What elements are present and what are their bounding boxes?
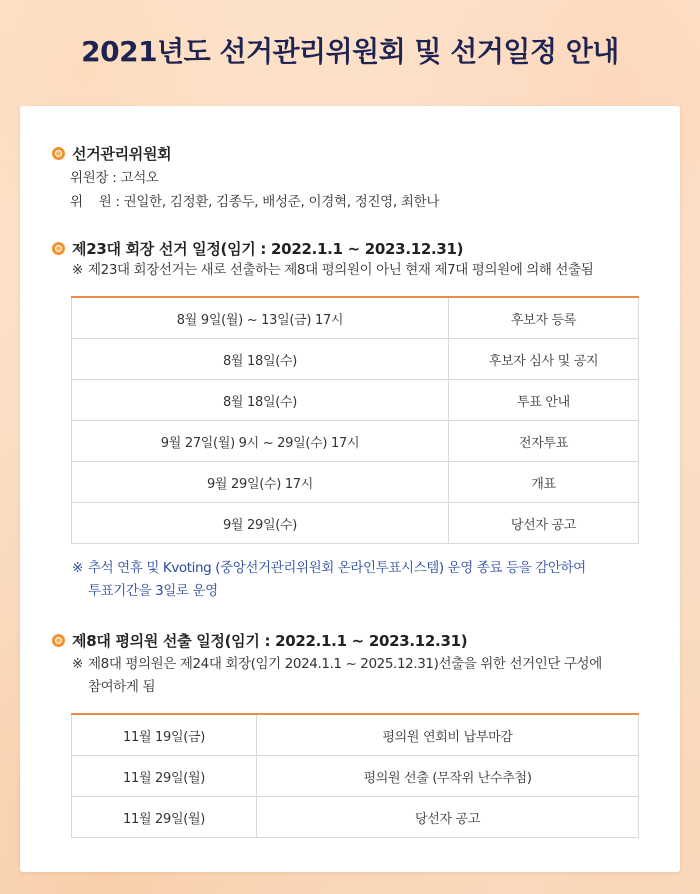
schedule-event-cell: 당선자 공고 xyxy=(257,797,639,838)
table-row xyxy=(72,714,639,756)
table-row xyxy=(72,756,639,797)
circle-bullet-icon xyxy=(52,242,65,255)
schedule-date-cell: 9월 29일(수) xyxy=(72,503,449,544)
schedule-event-cell: 후보자 심사 및 공지 xyxy=(448,339,638,380)
committee-members: 위 원 : 권일한, 김정환, 김종두, 배성준, 이경혁, 정진영, 최한나 xyxy=(70,194,440,210)
schedule-event-cell: 전자투표 xyxy=(448,421,638,462)
schedule-date-cell: 8월 18일(수) xyxy=(72,339,449,380)
president-schedule-table xyxy=(71,296,639,544)
schedule-date-cell: 8월 9일(월) ~ 13일(금) 17시 xyxy=(72,297,449,339)
president-election-section-head xyxy=(52,237,463,259)
schedule-event-cell: 후보자 등록 xyxy=(448,297,638,339)
schedule-event-cell: 당선자 공고 xyxy=(448,503,638,544)
table-row xyxy=(72,380,639,421)
schedule-event-cell: 평의원 연회비 납부마감 xyxy=(257,714,639,756)
table-row xyxy=(72,797,639,838)
schedule-event-cell: 투표 안내 xyxy=(448,380,638,421)
table-row xyxy=(72,339,639,380)
schedule-date-cell: 9월 27일(월) 9시 ~ 29일(수) 17시 xyxy=(72,421,449,462)
schedule-date-cell: 11월 29일(월) xyxy=(72,797,257,838)
president-election-footnote: ※ 추석 연휴 및 Kvoting (중앙선거관리위원회 온라인투표시스템) 운영 종료 등을 감안하여 투표기간을 3일로 운영 xyxy=(72,560,586,599)
circle-bullet-icon xyxy=(52,147,65,160)
schedule-date-cell: 11월 29일(월) xyxy=(72,756,257,797)
table-row xyxy=(72,503,639,544)
president-election-note: ※ 제23대 회장선거는 새로 선출하는 제8대 평의원이 아닌 현재 제7대 평의원에 의해 선출됨 xyxy=(72,262,594,278)
president-election-heading: 제23대 회장 선거 일정(임기 : 2022.1.1 ~ 2023.12.31) xyxy=(72,239,464,258)
table-row xyxy=(72,421,639,462)
council-election-section-head xyxy=(52,629,467,651)
committee-heading: 선거관리위원회 xyxy=(72,144,172,163)
table-row xyxy=(72,297,639,339)
circle-bullet-icon xyxy=(52,634,65,647)
schedule-event-cell: 개표 xyxy=(448,462,638,503)
committee-section-head xyxy=(52,142,171,164)
schedule-date-cell: 8월 18일(수) xyxy=(72,380,449,421)
council-election-note: ※ 제8대 평의원은 제24대 회장(임기 2024.1.1 ~ 2025.12.31)선출을 위한 선거인단 구성에 참여하게 됨 xyxy=(72,656,602,695)
schedule-event-cell: 평의원 선출 (무작위 난수추첨) xyxy=(257,756,639,797)
committee-chair: 위원장 : 고석오 xyxy=(70,170,159,186)
schedule-date-cell: 9월 29일(수) 17시 xyxy=(72,462,449,503)
page-title: 2021년도 선거관리위원회 및 선거일정 안내 xyxy=(81,35,619,68)
table-row xyxy=(72,462,639,503)
council-election-heading: 제8대 평의원 선출 일정(임기 : 2022.1.1 ~ 2023.12.31) xyxy=(72,631,468,650)
council-schedule-table xyxy=(71,713,639,838)
schedule-date-cell: 11월 19일(금) xyxy=(72,714,257,756)
